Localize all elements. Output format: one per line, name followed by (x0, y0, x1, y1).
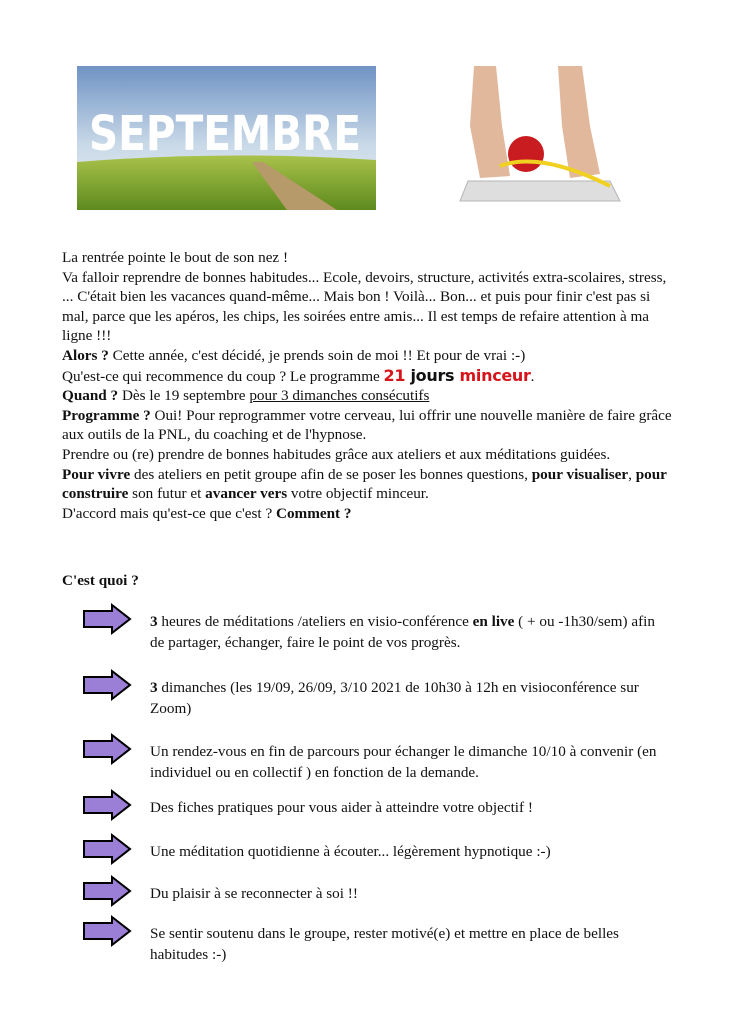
septembre-banner-image (77, 66, 376, 210)
arrow-right-icon (82, 916, 132, 946)
list-item-text: Un rendez-vous en fin de parcours pour échanger le dimanche 10/10 à convenir (en individuel ou en collectif ) en fonction de la demande. (150, 743, 657, 781)
feet-on-scale-image (440, 66, 638, 206)
list-item-text: 3 dimanches (les 19/09, 26/09, 3/10 2021 de 10h30 à 12h en visioconférence sur Zoom) (150, 679, 639, 717)
quand-label: Quand ? (62, 387, 119, 405)
arrow-right-icon (82, 834, 132, 864)
programme-label: Programme ? (62, 406, 151, 424)
list-item-text: 3 heures de méditations /ateliers en visio-conférence en live ( + ou -1h30/sem) afin de partager, échanger, faire le point de vos progrès. (150, 613, 655, 651)
alors-paragraph: Alors ? Cette année, c'est décidé, je prends soin de moi !! Et pour de vrai :-) (62, 346, 526, 364)
programme-question-paragraph: Qu'est-ce qui recommence du coup ? Le programme 21 jours minceur. (62, 365, 535, 385)
intro-text (62, 248, 672, 523)
septembre-caption: SEPTEMBRE (89, 106, 361, 162)
daccord-paragraph: D'accord mais qu'est-ce que c'est ? Comment ? (62, 504, 352, 522)
arrow-right-icon (82, 876, 132, 906)
list-item-text: Se sentir soutenu dans le groupe, rester motivé(e) et mettre en place de belles habitudes :-) (150, 925, 619, 963)
vivre-paragraph: Pour vivre des ateliers en petit groupe afin de se poser les bonnes questions, pour visualiser, pour construire son futur et avancer vers votre objectif minceur. (62, 465, 667, 503)
section-title: C'est quoi ? (62, 572, 139, 589)
list-item-text: Du plaisir à se reconnecter à soi !! (150, 885, 358, 902)
list-item-text: Une méditation quotidienne à écouter... légèrement hypnotique :-) (150, 843, 551, 860)
arrow-right-icon (82, 604, 132, 634)
alors-label: Alors ? (62, 346, 109, 364)
prendre-paragraph: Prendre ou (re) prendre de bonnes habitudes grâce aux ateliers et aux méditations guidées. (62, 445, 611, 463)
intro-line-2: Va falloir reprendre de bonnes habitudes... Ecole, devoirs, structure, activités extra-scolaires, stress, ... C'était bien les vacances quand-même... Mais bon ! Voilà... Bon... et puis pour finir c'est pas si mal, parce que les apéros, les chips, les soirées entre amis... Il est temps de refaire attention à ma ligne !!! (62, 268, 667, 345)
dates-underlined: pour 3 dimanches consécutifs (249, 387, 430, 405)
quand-paragraph: Quand ? Dès le 19 septembre pour 3 dimanches consécutifs (62, 387, 430, 405)
list-item-text: Des fiches pratiques pour vous aider à atteindre votre objectif ! (150, 799, 533, 816)
intro-line-1: La rentrée pointe le bout de son nez ! (62, 249, 289, 266)
arrow-right-icon (82, 670, 132, 700)
arrow-right-icon (82, 734, 132, 764)
comment-label: Comment ? (276, 504, 352, 522)
programme-paragraph: Programme ? Oui! Pour reprogrammer votre cerveau, lui offrir une nouvelle manière de faire grâce aux outils de la PNL, du coaching et de l'hypnose. (62, 406, 672, 444)
arrow-right-icon (82, 790, 132, 820)
program-brand-name: 21 jours minceur (383, 365, 531, 385)
